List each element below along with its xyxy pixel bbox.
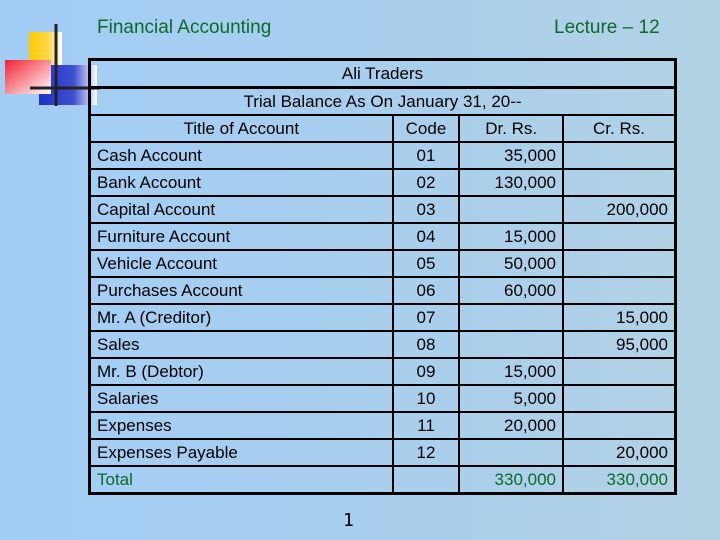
cell-code: 10 [393, 385, 460, 412]
cell-dr: 15,000 [459, 358, 563, 385]
cell-cr: 330,000 [563, 466, 676, 494]
cell-cr: 200,000 [563, 196, 676, 223]
trial-balance-table [88, 58, 677, 495]
cell-cr [563, 358, 676, 385]
cell-cr [563, 142, 676, 169]
cell-dr: 20,000 [459, 412, 563, 439]
cell-dr [459, 439, 563, 466]
cell-code: 01 [393, 142, 460, 169]
table-row [90, 331, 676, 358]
cell-code: 12 [393, 439, 460, 466]
cell-code: 02 [393, 169, 460, 196]
cell-cr: 95,000 [563, 331, 676, 358]
column-header-code: Code [393, 115, 460, 142]
cell-cr [563, 385, 676, 412]
cell-title: Expenses [90, 412, 393, 439]
cell-title: Cash Account [90, 142, 393, 169]
cell-cr [563, 250, 676, 277]
company-row [90, 60, 676, 88]
column-header-title: Title of Account [90, 115, 393, 142]
cell-title: Mr. A (Creditor) [90, 304, 393, 331]
company-name: Ali Traders [90, 60, 676, 88]
column-header-dr: Dr. Rs. [459, 115, 563, 142]
cell-title: Furniture Account [90, 223, 393, 250]
table-row [90, 412, 676, 439]
table-row [90, 439, 676, 466]
cell-cr [563, 412, 676, 439]
cell-dr [459, 304, 563, 331]
total-row [90, 466, 676, 494]
cell-code: 03 [393, 196, 460, 223]
table-row [90, 358, 676, 385]
lecture-number: Lecture – 12 [554, 17, 660, 38]
table-row [90, 385, 676, 412]
cell-code: 05 [393, 250, 460, 277]
cell-title: Salaries [90, 385, 393, 412]
table-row [90, 169, 676, 196]
cell-dr: 15,000 [459, 223, 563, 250]
cell-title: Purchases Account [90, 277, 393, 304]
table-row [90, 223, 676, 250]
cell-dr: 130,000 [459, 169, 563, 196]
cell-title: Capital Account [90, 196, 393, 223]
cell-dr: 5,000 [459, 385, 563, 412]
cell-code: 04 [393, 223, 460, 250]
cell-code: 09 [393, 358, 460, 385]
decorative-squares-logo [0, 0, 100, 110]
table-subtitle: Trial Balance As On January 31, 20-- [90, 88, 676, 116]
cell-title: Vehicle Account [90, 250, 393, 277]
header-row [90, 115, 676, 142]
column-header-cr: Cr. Rs. [563, 115, 676, 142]
table-row [90, 196, 676, 223]
cell-cr [563, 277, 676, 304]
cell-dr: 60,000 [459, 277, 563, 304]
cell-code: 07 [393, 304, 460, 331]
cell-code: 11 [393, 412, 460, 439]
cell-cr [563, 223, 676, 250]
cell-dr: 330,000 [459, 466, 563, 494]
cell-title: Mr. B (Debtor) [90, 358, 393, 385]
cell-dr: 35,000 [459, 142, 563, 169]
page-number: 1 [343, 510, 354, 531]
course-title: Financial Accounting [97, 17, 272, 38]
cell-code: 06 [393, 277, 460, 304]
cell-code [393, 466, 460, 494]
table-row [90, 142, 676, 169]
cell-cr: 20,000 [563, 439, 676, 466]
table-row [90, 250, 676, 277]
cell-dr [459, 196, 563, 223]
cell-cr: 15,000 [563, 304, 676, 331]
cell-dr: 50,000 [459, 250, 563, 277]
cell-code: 08 [393, 331, 460, 358]
table-row [90, 304, 676, 331]
cell-dr [459, 331, 563, 358]
cell-cr [563, 169, 676, 196]
cell-title: Sales [90, 331, 393, 358]
cell-title: Bank Account [90, 169, 393, 196]
subtitle-row [90, 88, 676, 116]
table-row [90, 277, 676, 304]
cell-title: Total [90, 466, 393, 494]
cell-title: Expenses Payable [90, 439, 393, 466]
